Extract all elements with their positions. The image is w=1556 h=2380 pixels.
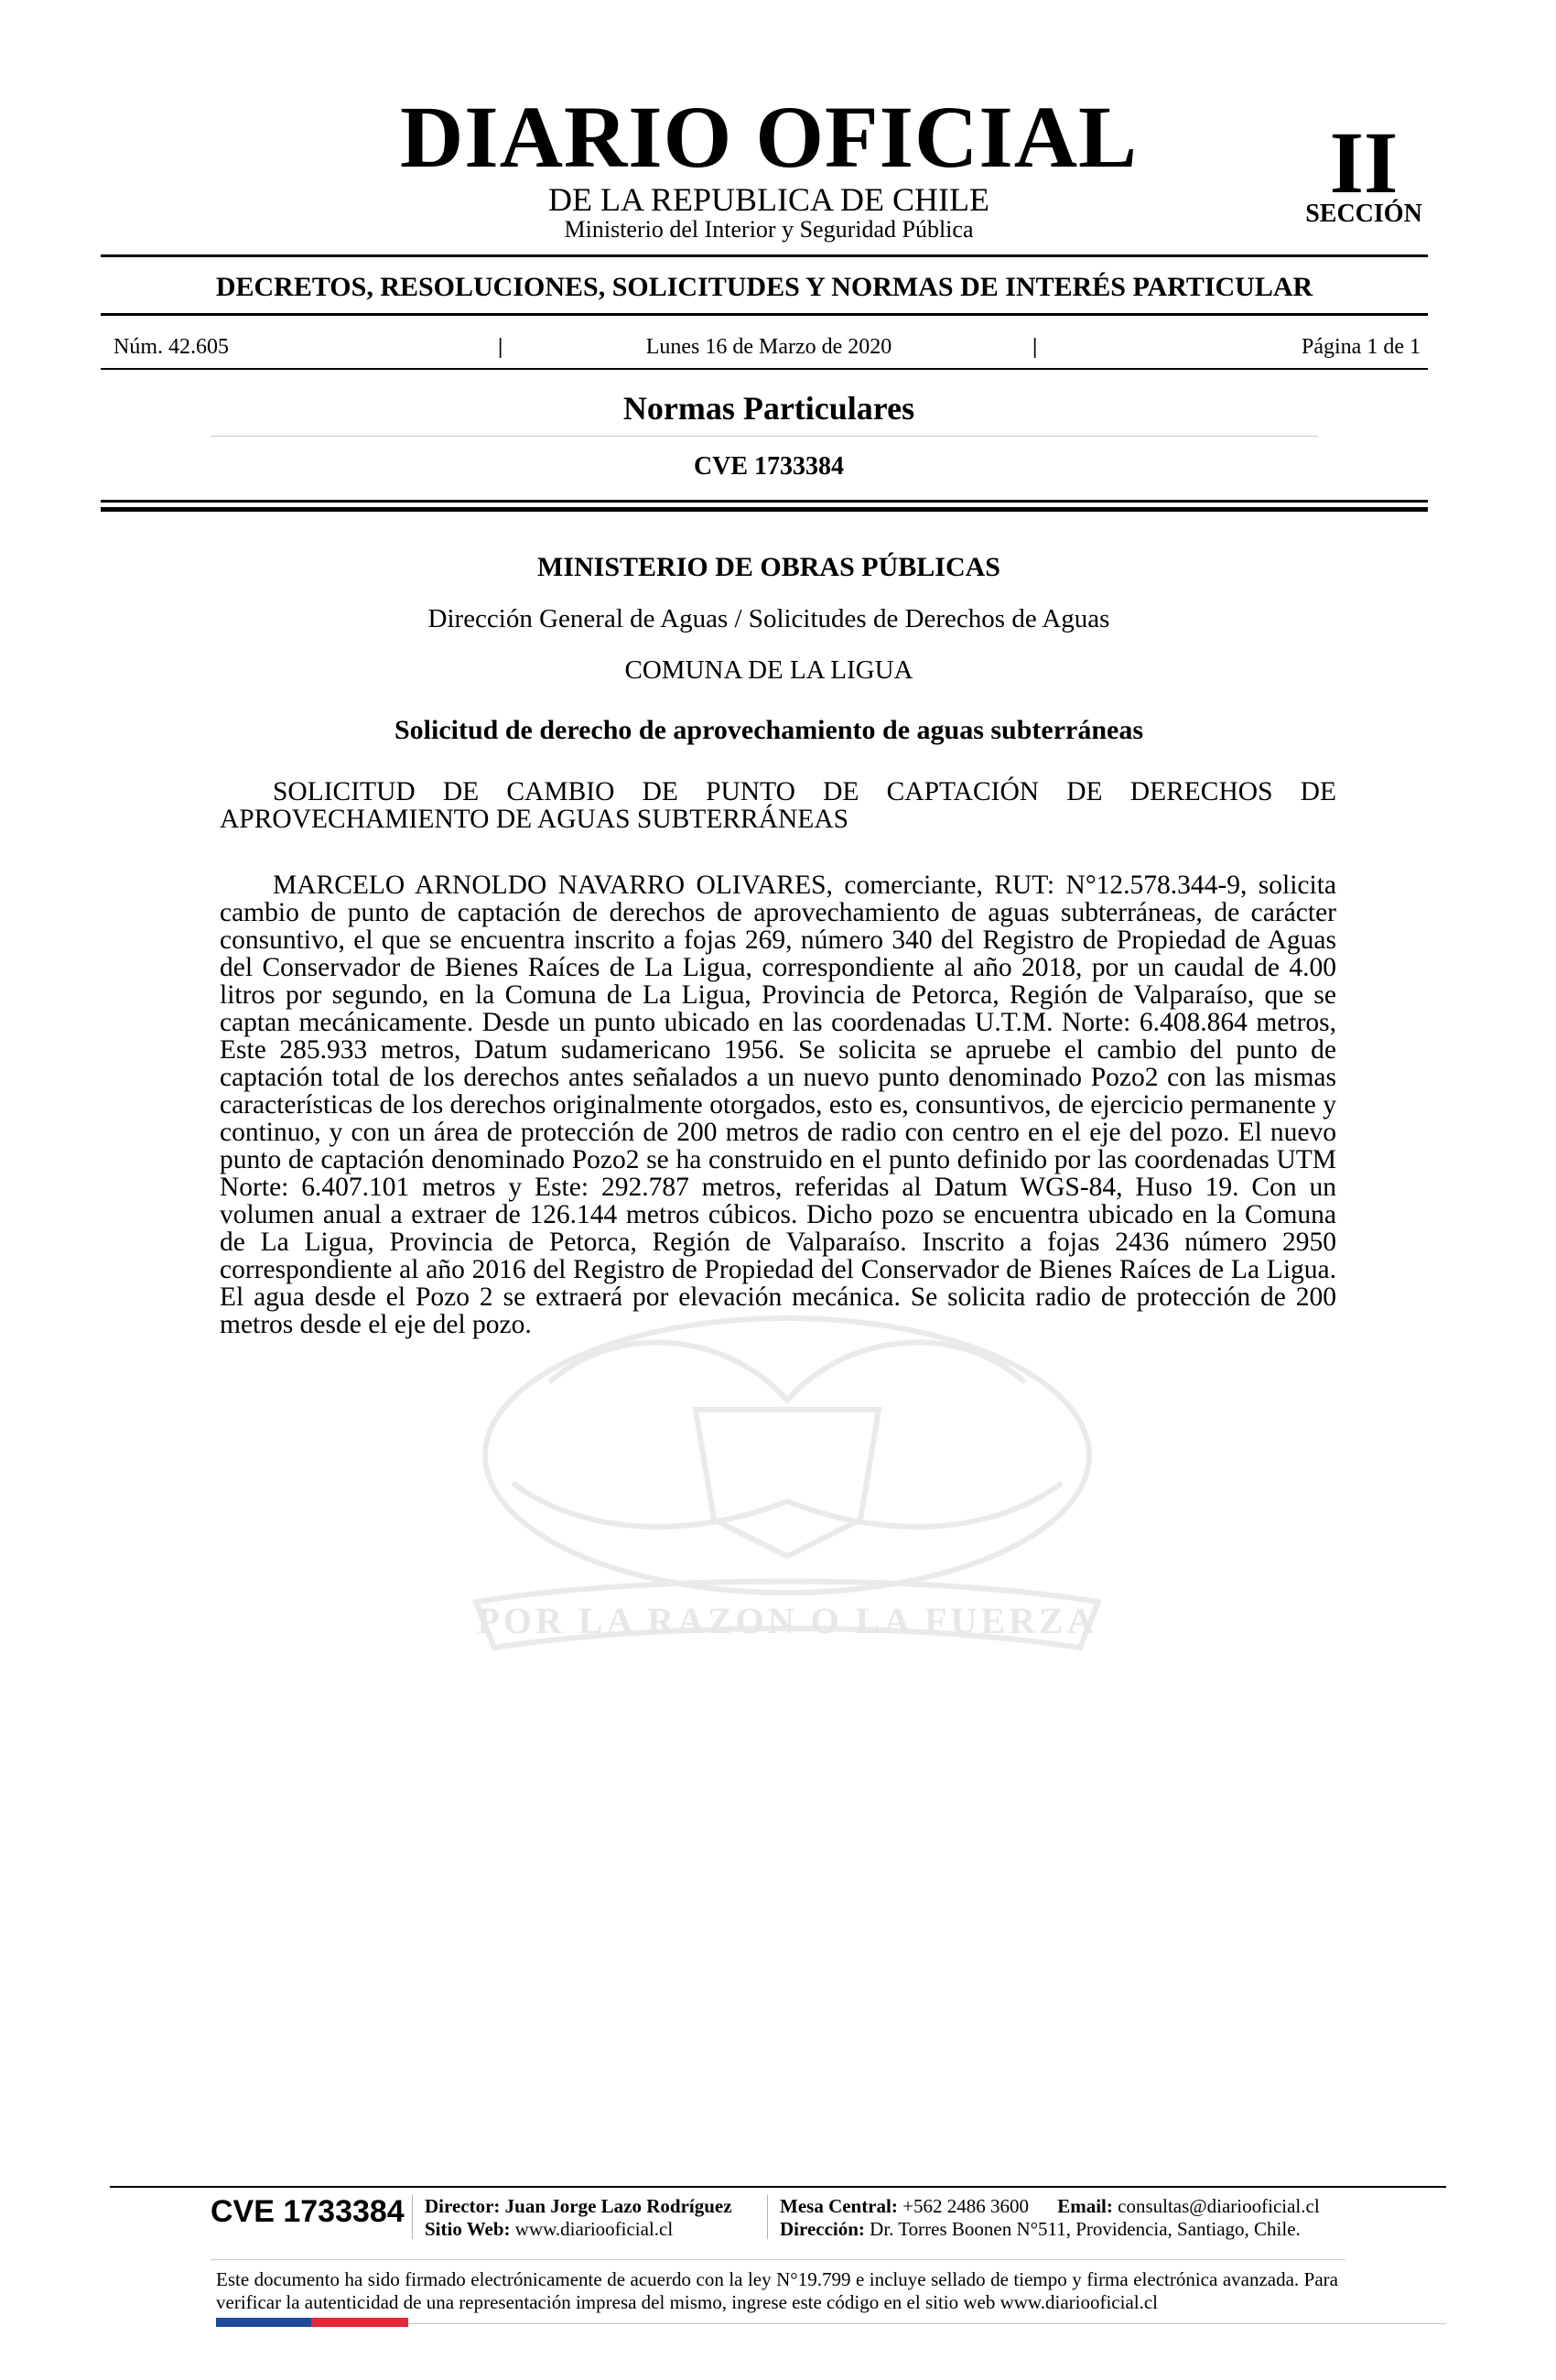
website-link[interactable]: www.diariooficial.cl <box>514 2218 674 2240</box>
issue-number: Núm. 42.605 <box>113 335 229 359</box>
document-category: Normas Particulares <box>622 390 915 427</box>
newspaper-title: DIARIO OFICIAL <box>399 88 1139 186</box>
signature-notice: Este documento ha sido firmado electrónicamente de acuerdo con la ley N°19.799 e incluye sellado de tiempo y firma electrónica avanzada. Para verificar la autenticidad de una representación impresa del mismo, ingrese este código en el sitio web www.diariooficial.cl <box>216 2268 1338 2313</box>
double-rule-2 <box>101 507 1428 512</box>
flag-stripe-blue <box>216 2318 311 2327</box>
category-rule <box>211 436 1318 437</box>
newspaper-subtitle: DE LA REPUBLICA DE CHILE <box>548 181 989 218</box>
issue-info-bar <box>110 331 1428 362</box>
footer-divider <box>767 2195 768 2239</box>
infobar-rule <box>101 368 1428 370</box>
issuing-ministry: MINISTERIO DE OBRAS PÚBLICAS <box>537 552 1000 582</box>
address-value: Dr. Torres Boonen N°511, Providencia, Santiago, Chile. <box>870 2218 1301 2240</box>
section-number: II <box>1329 114 1399 211</box>
request-heading-paragraph: SOLICITUD DE CAMBIO DE PUNTO DE CAPTACIÓN DE DERECHOS DE APROVECHAMIENTO DE AGUAS SUBTERRÁNEAS <box>220 777 1336 834</box>
double-rule-1 <box>101 500 1428 503</box>
director-label: Director: <box>425 2195 501 2217</box>
separator: | <box>498 335 503 359</box>
request-title: Solicitud de derecho de aprovechamiento de aguas subterráneas <box>394 715 1144 745</box>
watermark-motto: POR LA RAZON O LA FUERZA <box>477 1600 1097 1641</box>
footer-bottom-rule <box>408 2323 1446 2324</box>
header-rule-bottom <box>101 313 1428 316</box>
issue-date: Lunes 16 de Marzo de 2020 <box>645 335 892 359</box>
email-label: Email: <box>1057 2195 1113 2217</box>
separator: | <box>1032 335 1038 359</box>
publisher-ministry: Ministerio del Interior y Seguridad Pública <box>564 216 974 243</box>
header-rule-top <box>101 254 1428 257</box>
footer-director-block <box>425 2195 732 2241</box>
footer-contact-block <box>780 2195 1320 2241</box>
coat-of-arms-watermark <box>348 1300 1226 1684</box>
issuing-department: Dirección General de Aguas / Solicitudes de Derechos de Aguas <box>427 604 1110 633</box>
flag-stripe-red <box>311 2318 408 2327</box>
section-title: DECRETOS, RESOLUCIONES, SOLICITUDES Y NORMAS DE INTERÉS PARTICULAR <box>215 272 1313 302</box>
section-label: SECCIÓN <box>1305 200 1422 228</box>
phone-value: +562 2486 3600 <box>902 2195 1029 2217</box>
email-link[interactable]: consultas@diariooficial.cl <box>1118 2195 1320 2217</box>
document-cve: CVE 1733384 <box>693 452 845 481</box>
request-body-paragraph: MARCELO ARNOLDO NAVARRO OLIVARES, comerciante, RUT: N°12.578.344-9, solicita cambio de punto de captación de derechos de aprovechamiento de aguas subterráneas, de carácter consuntivo, el que se encuentra inscrito a fojas 269, número 340 del Registro de Propiedad de Aguas del Conservador de Bienes Raíces de La Ligua, correspondiente al año 2018, por un caudal de 4.00 litros por segundo, en la Comuna de La Ligua, Provincia de Petorca, Región de Valparaíso, que se captan mecánicamente. Desde un punto ubicado en las coordenadas U.T.M. Norte: 6.408.864 metros, Este 285.933 metros, Datum sudamericano 1956. Se solicita se apruebe el cambio del punto de captación total de los derechos antes señalados a un nuevo punto denominado Pozo2 con las mismas características de los derechos originalmente otorgados, esto es, consuntivos, de ejercicio permanente y continuo, y con un área de protección de 200 metros de radio con centro en el eje del pozo. El nuevo punto de captación denominado Pozo2 se ha construido en el punto definido por las coordenadas UTM Norte: 6.407.101 metros y Este: 292.787 metros, referidas al Datum WGS-84, Huso 19. Con un volumen anual a extraer de 126.144 metros cúbicos. Dicho pozo se encuentra ubicado en la Comuna de La Ligua, Provincia de Petorca, Región de Valparaíso. Inscrito a fojas 2436 número 2950 correspondiente al año 2016 del Registro de Propiedad del Conservador de Bienes Raíces de La Ligua. El agua desde el Pozo 2 se extraerá por elevación mecánica. Se solicita radio de protección de 200 metros desde el eje del pozo. <box>220 871 1336 1339</box>
page-indicator: Página 1 de 1 <box>1302 335 1421 359</box>
address-label: Dirección: <box>780 2218 865 2240</box>
footer-note-rule <box>211 2259 1345 2260</box>
footer-cve: CVE 1733384 <box>211 2194 405 2229</box>
phone-label: Mesa Central: <box>780 2195 898 2217</box>
director-name: Juan Jorge Lazo Rodríguez <box>504 2195 732 2217</box>
footer-rule <box>110 2186 1446 2188</box>
comuna: COMUNA DE LA LIGUA <box>624 655 913 685</box>
footer-divider <box>412 2195 413 2239</box>
website-label: Sitio Web: <box>425 2218 511 2240</box>
